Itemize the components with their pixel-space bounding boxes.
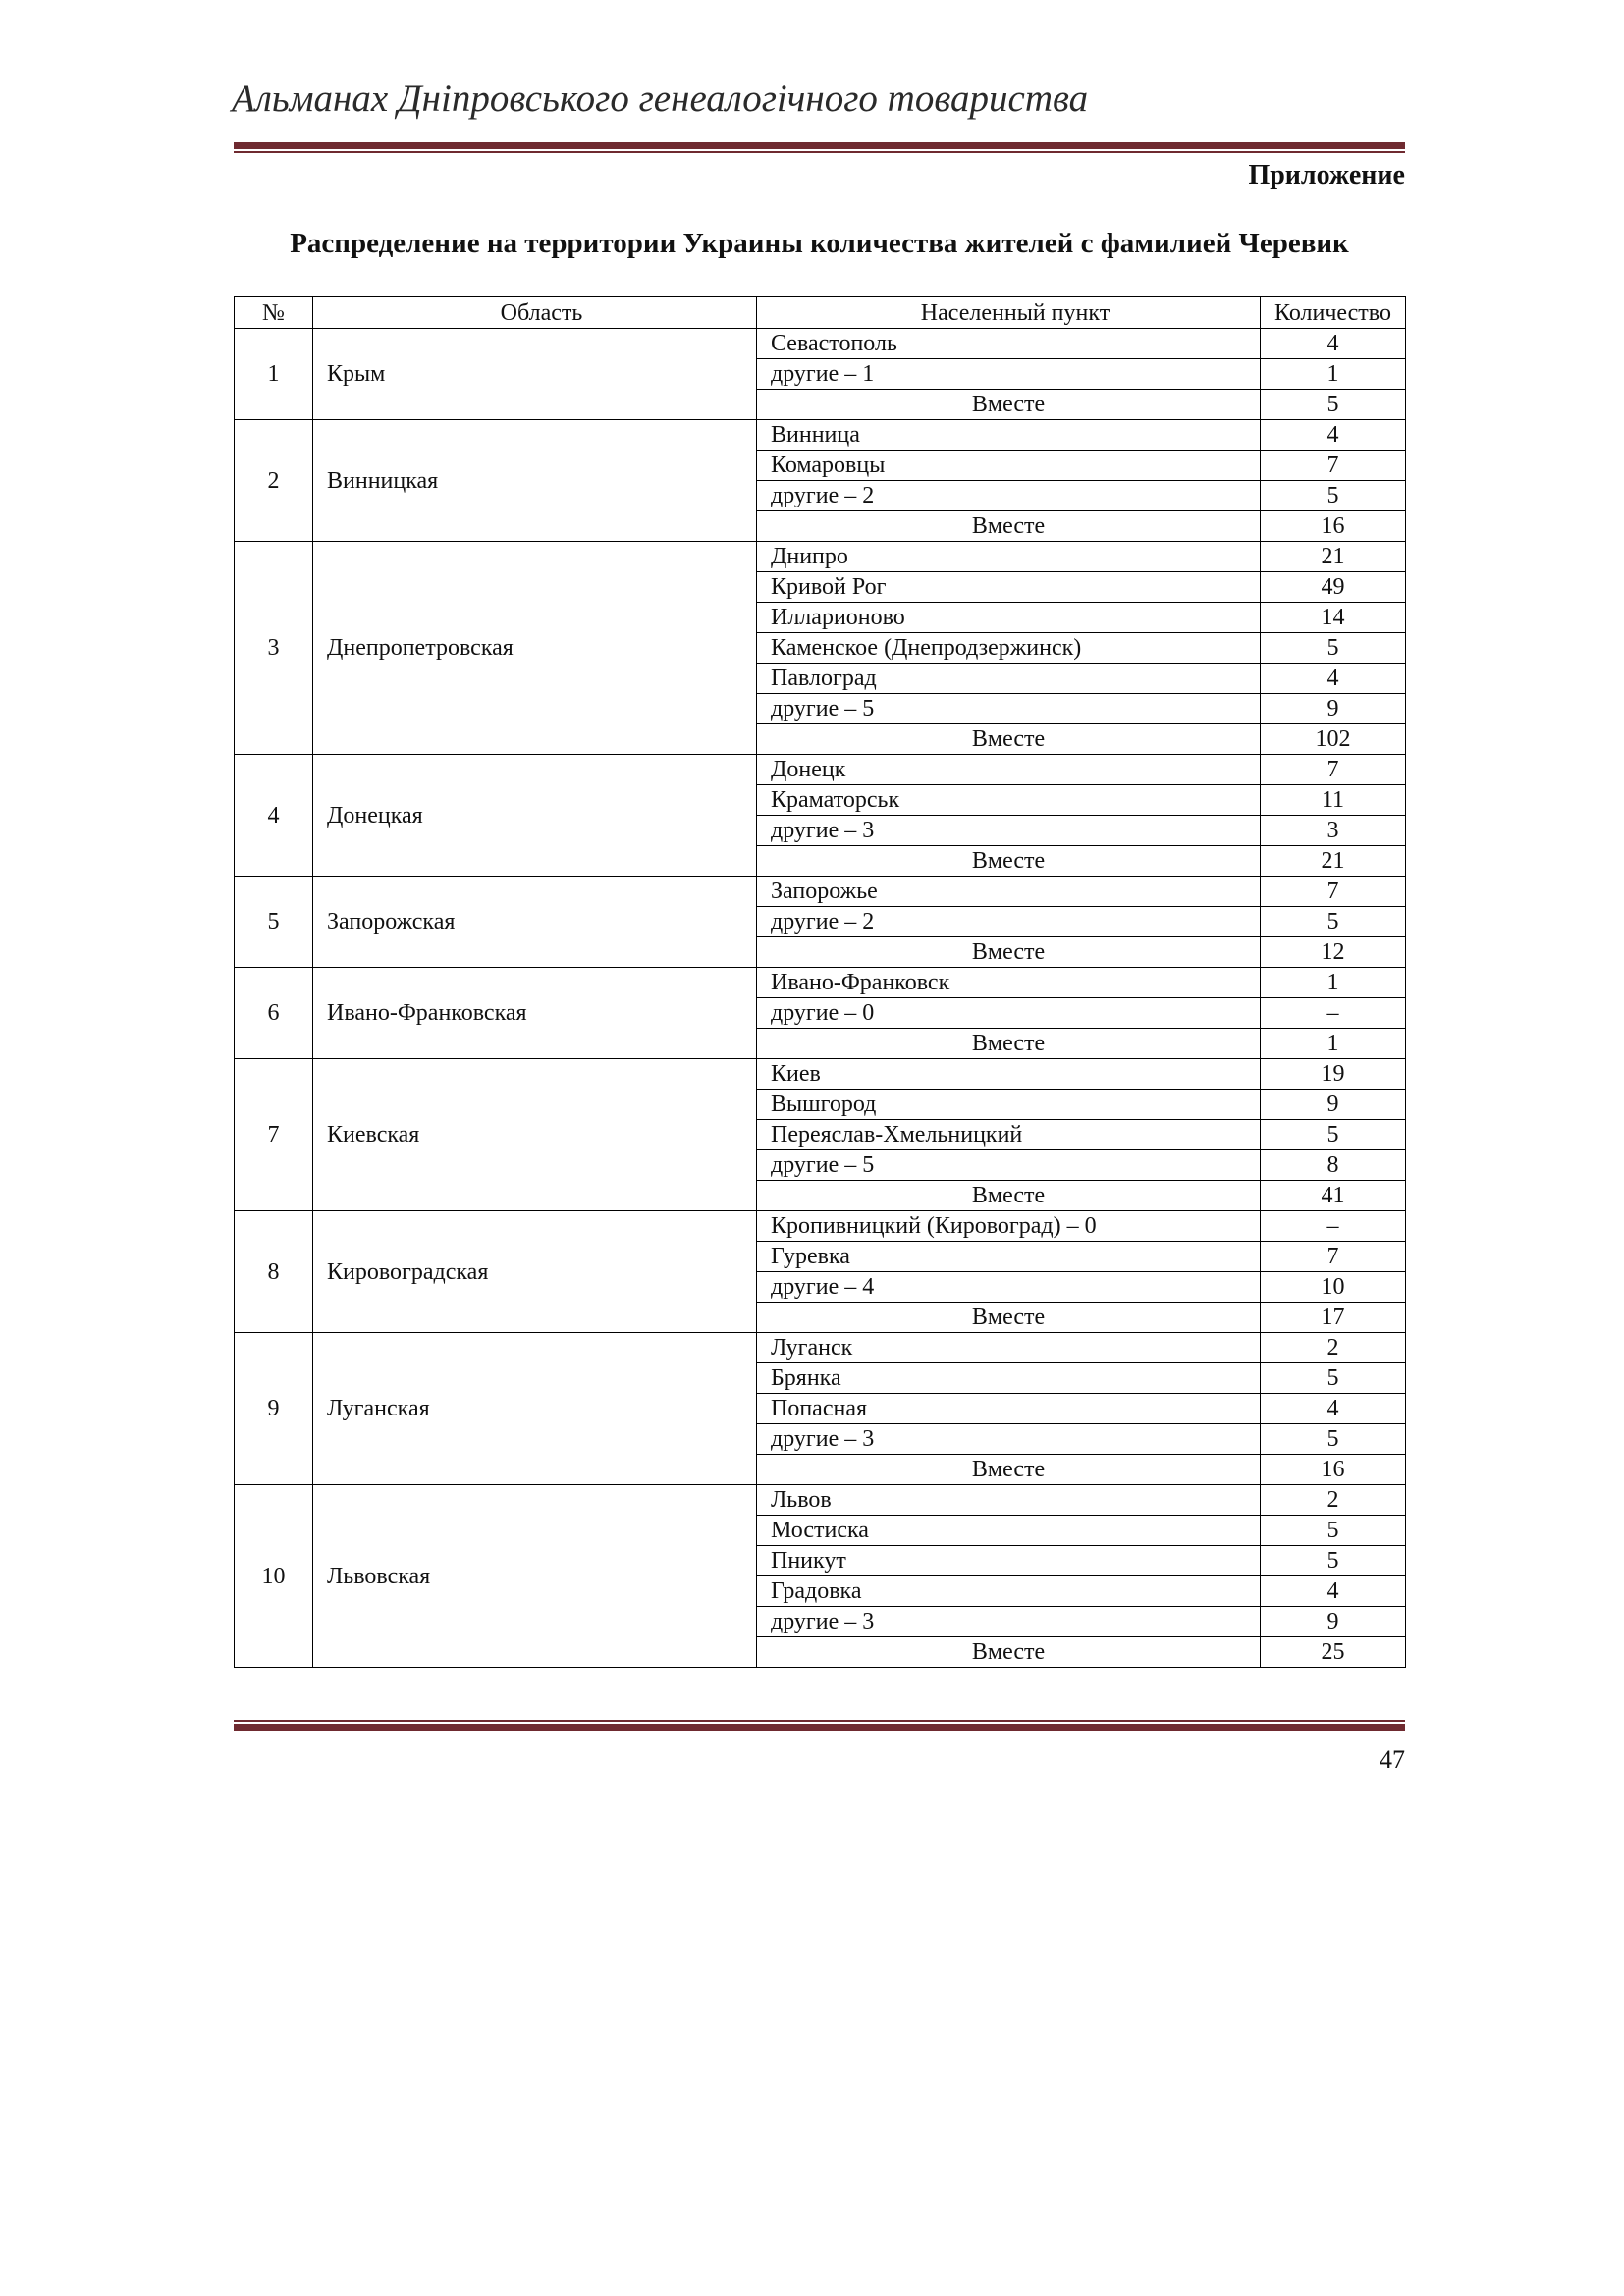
locality-name: Брянка <box>757 1363 1261 1394</box>
locality-name: другие – 3 <box>757 816 1261 846</box>
locality-count: 10 <box>1261 1272 1406 1303</box>
locality-count: 9 <box>1261 1607 1406 1637</box>
locality-name: другие – 2 <box>757 481 1261 511</box>
locality-count: 4 <box>1261 329 1406 359</box>
locality-count: 5 <box>1261 1424 1406 1455</box>
locality-name: Гуревка <box>757 1242 1261 1272</box>
locality-count: 14 <box>1261 603 1406 633</box>
total-count: 12 <box>1261 937 1406 968</box>
total-count: 41 <box>1261 1181 1406 1211</box>
locality-name: Каменское (Днепродзержинск) <box>757 633 1261 664</box>
region-name: Крым <box>313 329 757 420</box>
locality-name: другие – 4 <box>757 1272 1261 1303</box>
locality-count: 2 <box>1261 1333 1406 1363</box>
locality-name: Киев <box>757 1059 1261 1090</box>
locality-name: Павлоград <box>757 664 1261 694</box>
locality-name: Вышгород <box>757 1090 1261 1120</box>
total-label: Вместе <box>757 1455 1261 1485</box>
table-row <box>235 1485 1406 1516</box>
locality-count: 21 <box>1261 542 1406 572</box>
locality-count: 5 <box>1261 481 1406 511</box>
table-row <box>235 329 1406 359</box>
locality-count: 19 <box>1261 1059 1406 1090</box>
table-row <box>235 420 1406 451</box>
locality-count: 4 <box>1261 1394 1406 1424</box>
header-rule <box>234 142 1405 154</box>
locality-name: Попасная <box>757 1394 1261 1424</box>
locality-name: Мостиска <box>757 1516 1261 1546</box>
region-number: 1 <box>235 329 313 420</box>
locality-count: 4 <box>1261 1576 1406 1607</box>
region-number: 3 <box>235 542 313 755</box>
locality-name: Краматорськ <box>757 785 1261 816</box>
region-number: 6 <box>235 968 313 1059</box>
locality-name: Запорожье <box>757 877 1261 907</box>
column-header-region: Область <box>313 297 757 329</box>
locality-count: 5 <box>1261 907 1406 937</box>
column-header-count: Количество <box>1261 297 1406 329</box>
region-number: 8 <box>235 1211 313 1333</box>
locality-name: другие – 0 <box>757 998 1261 1029</box>
region-number: 4 <box>235 755 313 877</box>
region-name: Киевская <box>313 1059 757 1211</box>
table-row <box>235 1211 1406 1242</box>
locality-count: 7 <box>1261 755 1406 785</box>
total-label: Вместе <box>757 937 1261 968</box>
column-header-locality: Населенный пункт <box>757 297 1261 329</box>
locality-name: Кропивницкий (Кировоград) – 0 <box>757 1211 1261 1242</box>
locality-name: другие – 3 <box>757 1607 1261 1637</box>
region-number: 5 <box>235 877 313 968</box>
locality-name: Ивано-Франковск <box>757 968 1261 998</box>
locality-count: 11 <box>1261 785 1406 816</box>
table-row <box>235 755 1406 785</box>
locality-count: 1 <box>1261 359 1406 390</box>
locality-name: Переяслав-Хмельницкий <box>757 1120 1261 1150</box>
locality-count: 4 <box>1261 664 1406 694</box>
locality-name: Градовка <box>757 1576 1261 1607</box>
locality-name: другие – 3 <box>757 1424 1261 1455</box>
total-count: 1 <box>1261 1029 1406 1059</box>
document-title: Распределение на территории Украины количества жителей с фамилией Черевик <box>290 228 1349 259</box>
locality-count: 9 <box>1261 1090 1406 1120</box>
locality-name: Львов <box>757 1485 1261 1516</box>
total-count: 102 <box>1261 724 1406 755</box>
locality-name: Донецк <box>757 755 1261 785</box>
total-count: 21 <box>1261 846 1406 877</box>
table-row <box>235 968 1406 998</box>
population-table <box>234 296 1406 1668</box>
locality-count: 7 <box>1261 451 1406 481</box>
locality-name: Севастополь <box>757 329 1261 359</box>
locality-name: другие – 1 <box>757 359 1261 390</box>
locality-count: 4 <box>1261 420 1406 451</box>
total-count: 16 <box>1261 1455 1406 1485</box>
footer-rule-thick <box>234 1724 1405 1731</box>
total-count: 16 <box>1261 511 1406 542</box>
locality-count: 5 <box>1261 1363 1406 1394</box>
column-header-number: № <box>235 297 313 329</box>
region-name: Львовская <box>313 1485 757 1668</box>
locality-count: 7 <box>1261 877 1406 907</box>
region-name: Запорожская <box>313 877 757 968</box>
locality-name: другие – 2 <box>757 907 1261 937</box>
locality-name: Луганск <box>757 1333 1261 1363</box>
footer-rule-thin <box>234 1720 1405 1722</box>
page-number: 47 <box>1380 1745 1405 1774</box>
header-rule-thin <box>234 151 1405 153</box>
total-label: Вместе <box>757 390 1261 420</box>
locality-count: 1 <box>1261 968 1406 998</box>
footer-rule <box>234 1720 1405 1732</box>
total-label: Вместе <box>757 1303 1261 1333</box>
locality-count: 9 <box>1261 694 1406 724</box>
region-name: Днепропетровская <box>313 542 757 755</box>
region-name: Винницкая <box>313 420 757 542</box>
region-number: 7 <box>235 1059 313 1211</box>
locality-name: другие – 5 <box>757 694 1261 724</box>
locality-count: 49 <box>1261 572 1406 603</box>
total-label: Вместе <box>757 1029 1261 1059</box>
table-row <box>235 1333 1406 1363</box>
table-body <box>235 329 1406 1668</box>
locality-count: 5 <box>1261 1546 1406 1576</box>
region-number: 9 <box>235 1333 313 1485</box>
header-rule-thick <box>234 142 1405 149</box>
total-label: Вместе <box>757 846 1261 877</box>
locality-count: – <box>1261 998 1406 1029</box>
locality-name: Кривой Рог <box>757 572 1261 603</box>
locality-count: 2 <box>1261 1485 1406 1516</box>
region-number: 10 <box>235 1485 313 1668</box>
region-name: Донецкая <box>313 755 757 877</box>
total-label: Вместе <box>757 1637 1261 1668</box>
total-label: Вместе <box>757 724 1261 755</box>
locality-name: Илларионово <box>757 603 1261 633</box>
locality-count: – <box>1261 1211 1406 1242</box>
locality-name: Пникут <box>757 1546 1261 1576</box>
table-row <box>235 1059 1406 1090</box>
region-name: Луганская <box>313 1333 757 1485</box>
locality-count: 5 <box>1261 633 1406 664</box>
locality-count: 5 <box>1261 1516 1406 1546</box>
locality-count: 7 <box>1261 1242 1406 1272</box>
locality-count: 8 <box>1261 1150 1406 1181</box>
region-number: 2 <box>235 420 313 542</box>
locality-name: Винница <box>757 420 1261 451</box>
running-header-title: Альманах Дніпровського генеалогічного товариства <box>232 78 1089 120</box>
appendix-label: Приложение <box>1248 160 1405 190</box>
locality-count: 3 <box>1261 816 1406 846</box>
table-row <box>235 542 1406 572</box>
total-label: Вместе <box>757 1181 1261 1211</box>
locality-name: Комаровцы <box>757 451 1261 481</box>
region-name: Кировоградская <box>313 1211 757 1333</box>
total-count: 17 <box>1261 1303 1406 1333</box>
locality-name: Днипро <box>757 542 1261 572</box>
table-header-row <box>235 297 1406 329</box>
region-name: Ивано-Франковская <box>313 968 757 1059</box>
total-count: 5 <box>1261 390 1406 420</box>
total-label: Вместе <box>757 511 1261 542</box>
locality-count: 5 <box>1261 1120 1406 1150</box>
total-count: 25 <box>1261 1637 1406 1668</box>
table-row <box>235 877 1406 907</box>
locality-name: другие – 5 <box>757 1150 1261 1181</box>
